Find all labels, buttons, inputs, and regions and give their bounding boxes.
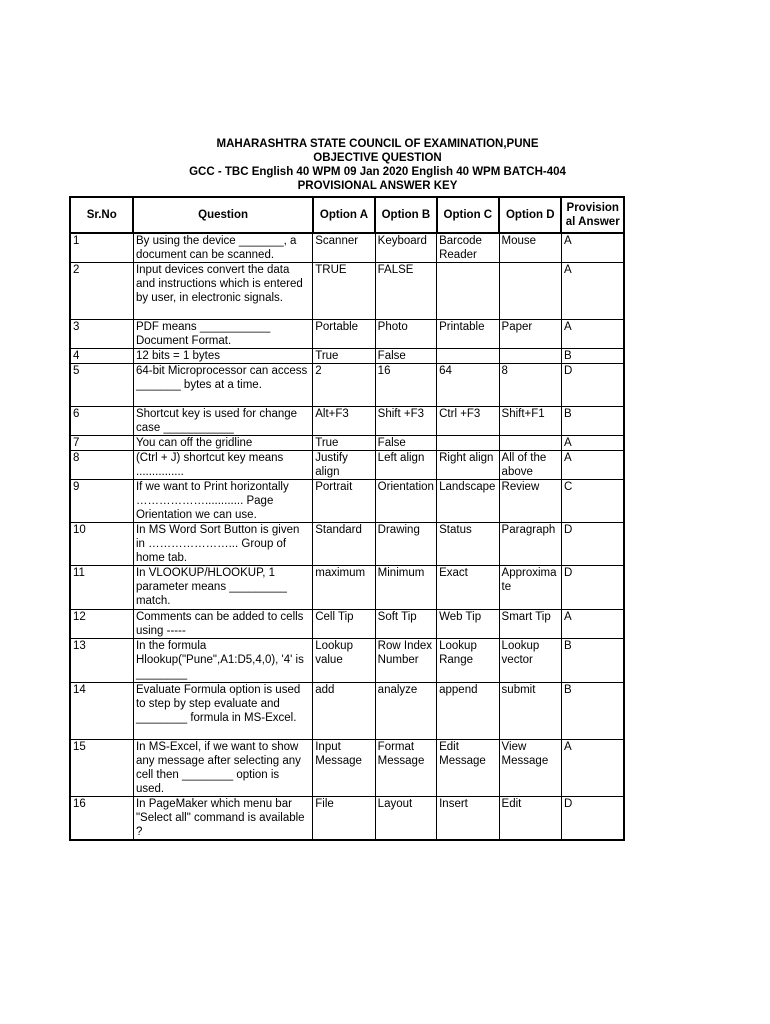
council-title: MAHARASHTRA STATE COUNCIL OF EXAMINATION,PUNE [216,138,539,150]
cell-answer: D [561,566,624,610]
cell-question: In PageMaker which menu bar "Select all" command is available ? [133,797,312,841]
cell-option-c: Printable [437,320,499,349]
cell-sr-no: 13 [70,639,133,683]
cell-question: Input devices convert the data and instructions which is entered by user, in electronic signals. [133,263,312,320]
cell-option-d: View Message [499,740,561,797]
answer-key-title: PROVISIONAL ANSWER KEY [297,180,458,192]
exam-details: GCC - TBC English 40 WPM 09 Jan 2020 English 40 WPM BATCH-404 [189,166,566,178]
cell-option-b: Layout [375,797,436,841]
cell-option-c [437,436,499,451]
cell-option-a: 2 [313,364,375,407]
header-provisional-answer: Provisional Answer [561,197,624,233]
cell-option-a: File [313,797,375,841]
cell-option-c: Ctrl +F3 [437,407,499,436]
cell-sr-no: 7 [70,436,133,451]
objective-title: OBJECTIVE QUESTION [313,152,442,164]
cell-sr-no: 5 [70,364,133,407]
header-option-b: Option B [375,197,436,233]
cell-option-c: Lookup Range [437,639,499,683]
cell-question: Shortcut key is used for change case ___________ [133,407,312,436]
cell-answer: A [561,233,624,263]
cell-option-b: Row Index Number [375,639,436,683]
cell-option-a: Cell Tip [313,610,375,639]
cell-question: PDF means ___________ Document Format. [133,320,312,349]
cell-option-a: True [313,436,375,451]
cell-answer: B [561,407,624,436]
cell-option-d: Edit [499,797,561,841]
cell-question: Comments can be added to cells using ----- [133,610,312,639]
cell-option-b: Keyboard [375,233,436,263]
cell-option-b: Shift +F3 [375,407,436,436]
cell-option-a: Scanner [313,233,375,263]
cell-option-d: Paragraph [499,523,561,566]
cell-option-d: All of the above [499,451,561,480]
cell-answer: B [561,683,624,740]
cell-sr-no: 9 [70,480,133,523]
cell-question: In the formula Hlookup("Pune",A1:D5,4,0), '4' is ________ [133,639,312,683]
cell-option-b: Orientation [375,480,436,523]
cell-answer: C [561,480,624,523]
cell-option-c: Barcode Reader [437,233,499,263]
table-row [70,451,624,480]
table-row [70,364,624,407]
cell-answer: B [561,639,624,683]
cell-question: 12 bits = 1 bytes [133,349,312,364]
cell-option-a: Portrait [313,480,375,523]
table-row [70,407,624,436]
table-row [70,263,624,320]
cell-answer: A [561,610,624,639]
cell-answer: A [561,320,624,349]
cell-sr-no: 6 [70,407,133,436]
cell-option-d: Paper [499,320,561,349]
table-row [70,683,624,740]
cell-question: By using the device _______, a document can be scanned. [133,233,312,263]
cell-option-d: Review [499,480,561,523]
cell-sr-no: 2 [70,263,133,320]
cell-option-b: FALSE [375,263,436,320]
cell-question: (Ctrl + J) shortcut key means ............... [133,451,312,480]
table-row [70,480,624,523]
cell-answer: A [561,436,624,451]
table-row [70,610,624,639]
cell-option-d: submit [499,683,561,740]
cell-sr-no: 3 [70,320,133,349]
table-row [70,639,624,683]
cell-question: In MS-Excel, if we want to show any message after selecting any cell then ________ option is used. [133,740,312,797]
cell-option-c: Insert [437,797,499,841]
answer-key-table [69,196,625,841]
cell-option-b: False [375,436,436,451]
header-option-a: Option A [313,197,375,233]
cell-option-b: Soft Tip [375,610,436,639]
cell-question: In VLOOKUP/HLOOKUP, 1 parameter means _________ match. [133,566,312,610]
cell-option-b: 16 [375,364,436,407]
cell-answer: D [561,364,624,407]
header-question: Question [133,197,312,233]
header-option-d: Option D [499,197,561,233]
header-option-c: Option C [437,197,499,233]
cell-answer: A [561,740,624,797]
cell-option-d: Lookup vector [499,639,561,683]
cell-option-c: Landscape [437,480,499,523]
cell-option-c: Exact [437,566,499,610]
cell-option-d: Mouse [499,233,561,263]
cell-answer: A [561,451,624,480]
table-row [70,566,624,610]
cell-option-c [437,349,499,364]
cell-option-a: Portable [313,320,375,349]
table-row [70,349,624,364]
cell-sr-no: 1 [70,233,133,263]
table-row [70,797,624,841]
cell-sr-no: 12 [70,610,133,639]
cell-option-d: Approximate [499,566,561,610]
table-header-row [70,197,624,233]
cell-answer: B [561,349,624,364]
cell-question: In MS Word Sort Button is given in …………………... Group of home tab. [133,523,312,566]
cell-option-b: False [375,349,436,364]
cell-answer: D [561,523,624,566]
cell-option-c: append [437,683,499,740]
cell-option-d: Smart Tip [499,610,561,639]
cell-answer: A [561,263,624,320]
cell-sr-no: 10 [70,523,133,566]
cell-option-c: Web Tip [437,610,499,639]
cell-option-b: Minimum [375,566,436,610]
cell-option-b: analyze [375,683,436,740]
cell-sr-no: 14 [70,683,133,740]
cell-option-a: Input Message [313,740,375,797]
cell-option-c: Status [437,523,499,566]
cell-option-c [437,263,499,320]
cell-answer: D [561,797,624,841]
cell-option-b: Drawing [375,523,436,566]
cell-sr-no: 11 [70,566,133,610]
cell-sr-no: 16 [70,797,133,841]
cell-option-b: Photo [375,320,436,349]
cell-option-a: Alt+F3 [313,407,375,436]
cell-option-a: add [313,683,375,740]
cell-sr-no: 15 [70,740,133,797]
document-header [100,137,655,193]
cell-option-d [499,349,561,364]
cell-question: Evaluate Formula option is used to step by step evaluate and ________ formula in MS-Excel. [133,683,312,740]
cell-option-d [499,436,561,451]
cell-sr-no: 8 [70,451,133,480]
cell-option-a: Justify align [313,451,375,480]
table-row [70,436,624,451]
cell-option-b: Left align [375,451,436,480]
table-row [70,320,624,349]
cell-option-d: 8 [499,364,561,407]
cell-option-a: Standard [313,523,375,566]
cell-option-d: Shift+F1 [499,407,561,436]
table-body [70,233,624,840]
cell-option-a: Lookup value [313,639,375,683]
cell-option-a: TRUE [313,263,375,320]
cell-option-c: Edit Message [437,740,499,797]
cell-question: You can off the gridline [133,436,312,451]
cell-option-c: 64 [437,364,499,407]
cell-question: If we want to Print horizontally ………………............ Page Orientation we can use. [133,480,312,523]
cell-option-d [499,263,561,320]
cell-question: 64-bit Microprocessor can access _______ bytes at a time. [133,364,312,407]
cell-option-c: Right align [437,451,499,480]
cell-option-a: maximum [313,566,375,610]
table-row [70,740,624,797]
cell-option-b: Format Message [375,740,436,797]
cell-sr-no: 4 [70,349,133,364]
table-row [70,233,624,263]
table-row [70,523,624,566]
cell-option-a: True [313,349,375,364]
header-sr-no: Sr.No [70,197,133,233]
